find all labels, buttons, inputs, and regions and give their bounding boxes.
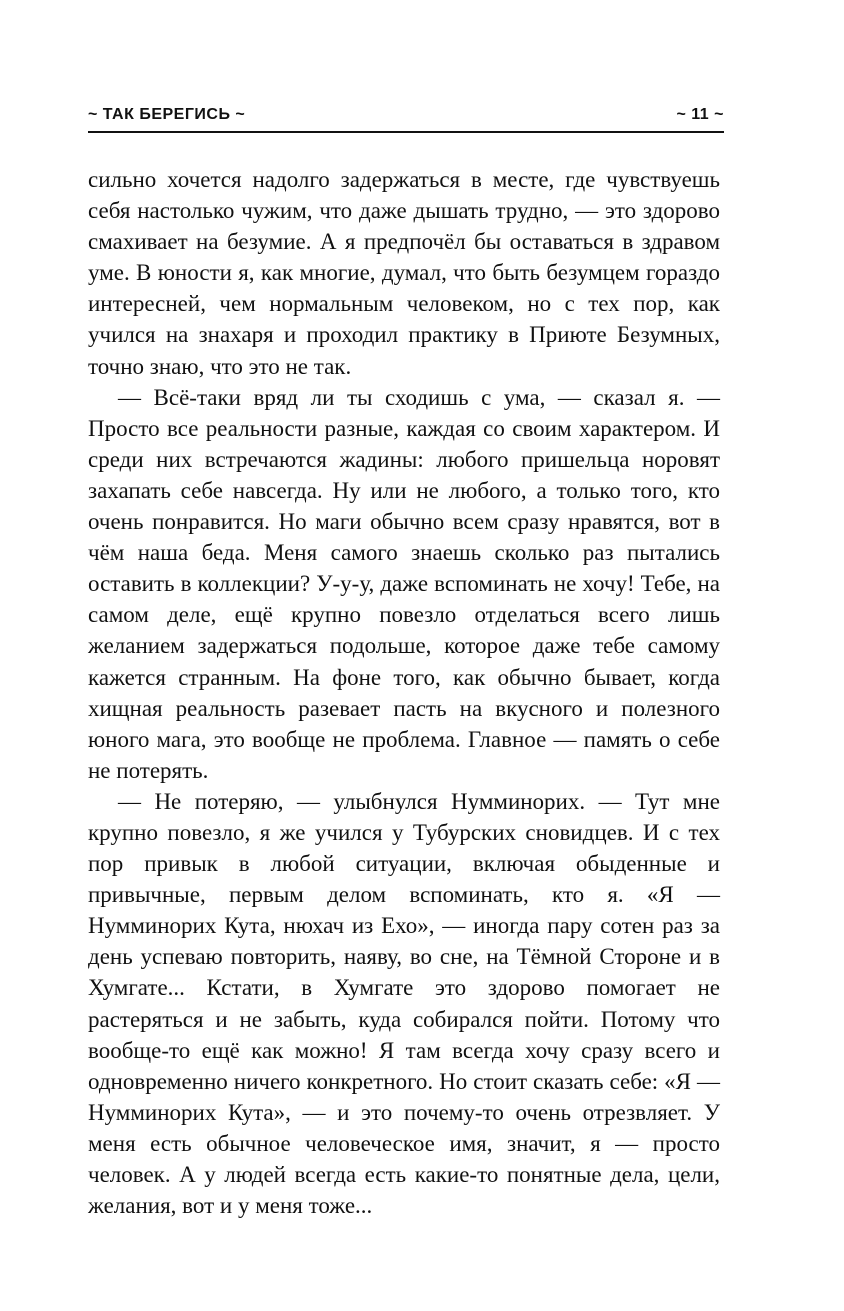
running-header (88, 104, 724, 128)
paragraph: сильно хочется надолго задержаться в месте, где чувствуешь себя настолько чужим, что даже дышать трудно, — это здорово смахивает на безумие. А я предпочёл бы оставаться в здравом уме. В юности я, как многие, думал, что быть безумцем гораздо интересней, чем нормальным человеком, но с тех пор, как учился на знахаря и проходил практику в Приюте Безумных, точно знаю, что это не так. (88, 167, 720, 379)
page-number: ~ 11 ~ (676, 106, 724, 123)
running-title: ~ ТАК БЕРЕГИСЬ ~ (88, 106, 246, 123)
body-text (88, 164, 720, 1221)
paragraph: — Не потеряю, — улыбнулся Нумминорих. — Тут мне крупно повезло, я же учился у Тубурских сновидцев. И с тех пор привык в любой ситуации, включая обыденные и привычные, первым делом вспоминать, кто я. «Я — Нумминорих Кута, нюхач из Ехо», — иногда пару сотен раз за день успеваю повторить, наяву, во сне, на Тёмной Стороне и в Хумгате... Кстати, в Хумгате это здорово помогает не растеряться и не забыть, куда собирался пойти. Потому что вообще-то ещё как можно! Я там всегда хочу сразу всего и одновременно ничего конкретного. Но стоит сказать себе: «Я — Нумминорих Кута», — и это почему-то очень отрезвляет. У меня есть обычное человеческое имя, значит, я — просто человек. А у людей всегда есть какие-то понятные дела, цели, желания, вот и у меня тоже... (88, 788, 720, 1219)
header-rule (88, 131, 724, 133)
paragraph: — Всё-таки вряд ли ты сходишь с ума, — сказал я. — Просто все реальности разные, каждая со своим характером. И среди них встречаются жадины: любого пришельца норовят захапать себе навсегда. Ну или не любого, а только того, кто очень понравится. Но маги обычно всем сразу нравятся, вот в чём наша беда. Меня самого знаешь сколько раз пытались оставить в коллекции? У-у-у, даже вспоминать не хочу! Тебе, на самом деле, ещё крупно повезло отделаться всего лишь желанием задержаться подольше, которое даже тебе самому кажется странным. На фоне того, как обычно бывает, когда хищная реальность разевает пасть на вкусного и полезного юного мага, это вообще не проблема. Главное — память о себе не потерять. (88, 384, 720, 783)
